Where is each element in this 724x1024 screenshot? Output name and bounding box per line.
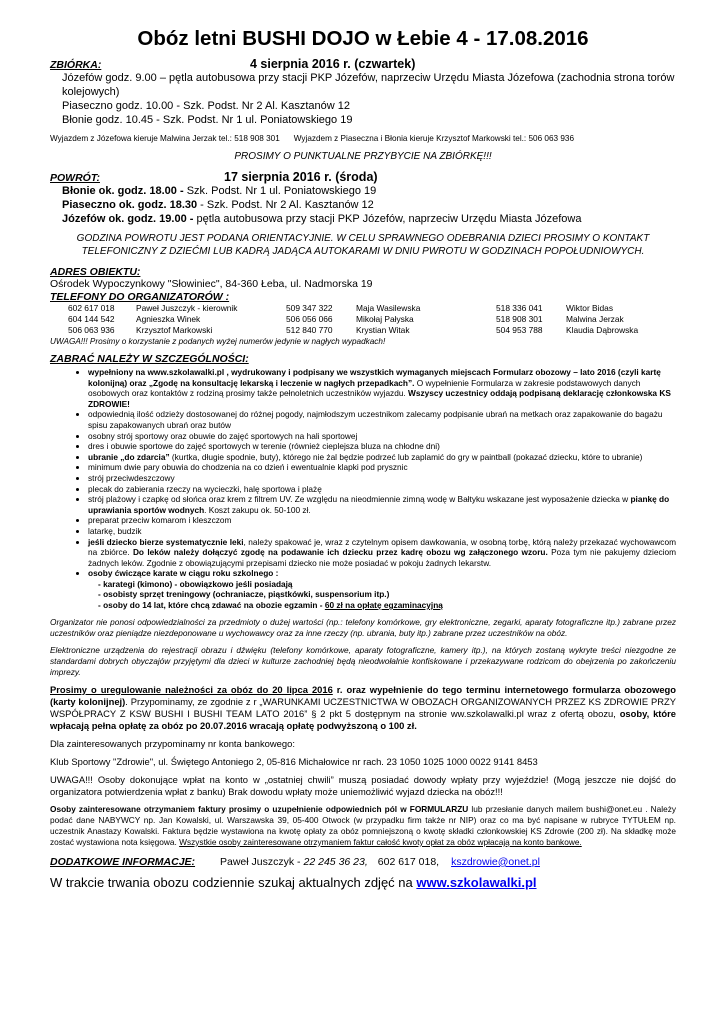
contact-name: Krzysztof Markowski xyxy=(136,325,213,335)
powrot-note: GODZINA POWROTU JEST PODANA ORIENTACYJNIE. W CELU SPRAWNEGO ODEBRANIA DZIECI PROSIMY O KONTAKT TELEFONICZNY Z DZIEĆMI LUB KADRĄ JADĄCA AUTOKARAMI W DNIU PWROTU W GODZINACH POPOŁUDNIOWYCH. xyxy=(76,233,650,257)
final-line xyxy=(50,875,676,891)
item-leki-rest: Poza tym nie pakujemy dzieciom żadnych leków. Zgodnie z obowiązującymi przepisami dziecko nie może posiadać w pokoju żadnych lekarstw. xyxy=(88,547,677,568)
telefony-warning: UWAGA!!! Prosimy o korzystanie z podanych wyżej numerów jedynie w nagłych wypadkach! xyxy=(50,337,386,346)
dodatkowe-phone-2: 602 617 018, xyxy=(377,855,440,868)
payment-late-fee: osoby, które wpłacają pełna opłatę za obóz po 20.07.2016 wracają opłatę podwyższoną o 100 zł. xyxy=(50,707,677,731)
email-link[interactable]: kszdrowie@onet.pl xyxy=(451,855,540,868)
contacts-row xyxy=(68,314,638,325)
powrot-line-2-bold: Piaseczno ok. godz. 18.30 xyxy=(62,199,198,211)
dodatkowe-row xyxy=(50,856,676,869)
dodatkowe-phone-1: 22 245 36 23, xyxy=(303,855,368,868)
zbiorka-label: ZBIÓRKA: xyxy=(50,59,102,71)
powrot-line-2-rest: - Szk. Podst. Nr 2 Al. Kasztanów 12 xyxy=(197,199,374,211)
payment-rules: . Przypominamy, ze zgodnie z r „WARUNKAMI UCZESTNICTWA W OBOZACH ORGANIZOWANYCH PRZEZ KS ZDROWIE PRZY WSPÓŁPRACY Z KSW BUSHI I BUSHI TEAM LATO 2016” § 2 pkt 5 dostępnym na stronie ww.szkolawalki.pl wraz z ofertą obozu, xyxy=(50,695,676,719)
powrot-date: 17 sierpnia 2016 r. (środa) xyxy=(224,170,378,184)
payment-deadline: Prosimy o uregulowanie należności za obóz do 20 lipca 2016 xyxy=(50,683,333,695)
powrot-line-3-bold: Józefów ok. godz. 19.00 - xyxy=(62,213,194,225)
contacts-row xyxy=(68,303,638,314)
contact-phone: 509 347 322 xyxy=(286,303,333,313)
item-leki-text: , należy spakować je, wraz z czytelnym opisem dawkowania, w osobną torbę, którą należy przekazać wychowawcom na zbiórce. xyxy=(88,536,676,558)
karate-sub-2: - osobisty sprzęt treningowy (ochraniacze, piąstkówki, suspensorium itp.) xyxy=(98,589,390,600)
powrot-line-1-bold: Błonie ok. godz. 18.00 - xyxy=(62,185,184,197)
zbiorka-guides xyxy=(50,133,676,144)
contacts-table xyxy=(68,303,638,336)
invoice-text: lub przesłanie danych mailem bushi@onet.eu . Należy podać dane NABYWCY np. Jan Kowalski, ul. Warszawska 39, 05-400 Otwock (w przypadku firm także nr NIP) oraz co ma być napisane w rubryce TYTUŁEM np. uczestnik Anastazy Kowalski. Faktura będzie wystawiona na kwotę opłaty za obóz pomniejszoną o kwotę składki członkowskiej KS Zdrowie (200 zł). Na składkę może zostać wystawiona nota księgowa. xyxy=(50,803,676,847)
dodatkowe-person: Paweł Juszczyk - xyxy=(220,855,301,868)
disclaimer-devices: Elektroniczne urządzenia do rejestracji obrazu i dźwięku (telefony komórkowe, aparaty fotograficzne, kamery itp.), na których zostaną wykryte treści niezgodne ze standardami dobrych obyczajów przyjętymi dla dzieci w kulturze zachodniej będą nieodwołalnie konfiskowane i przekazywane rodzicom do obejrzenia po zakończeniu imprezy. xyxy=(50,644,676,677)
contact-name: Krystian Witak xyxy=(356,325,410,335)
zbiorka-header xyxy=(50,58,676,71)
list-item: • latarkę, budzik xyxy=(88,526,676,537)
adres-label: ADRES OBIEKTU: xyxy=(50,266,141,278)
guide-jozefow: Wyjazdem z Józefowa kieruje Malwina Jerzak tel.: 518 908 301 xyxy=(50,134,280,143)
list-item xyxy=(88,537,676,569)
final-text: W trakcie trwania obozu codziennie szukaj aktualnych zdjęć na xyxy=(50,874,417,890)
telefony-label: TELEFONY DO ORGANIZATORÓW : xyxy=(50,291,230,303)
powrot-line-3 xyxy=(62,212,676,226)
website-link[interactable]: www.szkolawalki.pl xyxy=(416,874,537,890)
zbiorka-line-1: Józefów godz. 9.00 – pętla autobusowa przy stacji PKP Józefów, naprzeciw Urzędu Miasta Józefowa (zachodnia strona torów kolejowych) xyxy=(62,72,675,98)
contact-phone: 504 953 788 xyxy=(496,325,543,335)
contact-name: Agnieszka Winek xyxy=(136,314,201,324)
contact-name: Maja Wasilewska xyxy=(356,303,421,313)
zbiorka-date: 4 sierpnia 2016 r. (czwartek) xyxy=(250,57,416,71)
contact-phone: 506 056 066 xyxy=(286,314,333,324)
karate-sub-3 xyxy=(98,600,676,611)
zabrac-section xyxy=(50,353,676,611)
page-title: Obóz letni BUSHI DOJO w Łebie 4 - 17.08.2016 xyxy=(137,27,589,50)
adres-value: Ośrodek Wypoczynkowy "Słowiniec", 84-360 Łeba, ul. Nadmorska 19 xyxy=(50,278,373,290)
powrot-line-2 xyxy=(62,198,676,212)
list-item: • preparat przeciw komarom i kleszczom xyxy=(88,515,676,526)
list-item: • odpowiednią ilość odzieży dostosowanej do różnej pogody, najmłodszym uczestnikom zalecamy podpisanie ubrań na metkach oraz zapakowanie do bagażu spisu zapakowanych ubrań oraz butów xyxy=(88,409,676,430)
contact-name: Malwina Jerzak xyxy=(566,314,624,324)
zbiorka-line-3: Błonie godz. 10.45 - Szk. Podst. Nr 1 ul. Poniatowskiego 19 xyxy=(62,114,353,126)
powrot-line-1 xyxy=(62,184,676,198)
payment-paragraph xyxy=(50,684,676,732)
list-item xyxy=(88,452,676,463)
item-stroj-cost: . Koszt zakupu ok. 50-100 zł. xyxy=(204,504,311,515)
item-formularz-deklaracja: Wszyscy uczestnicy oddają podpisaną deklarację członkowska KS ZDROWIE! xyxy=(88,388,671,409)
adres-section xyxy=(50,266,676,291)
telefony-section xyxy=(50,291,676,347)
bank-account: Klub Sportowy "Zdrowie", ul. Świętego Antoniego 2, 05-816 Michałowice nr rach. 23 1050 1025 1000 0022 9141 8453 xyxy=(50,755,538,767)
dodatkowe-label: DODATKOWE INFORMACJE: xyxy=(50,855,196,868)
item-stroj-text: strój plażowy i czapkę od słońca oraz krem z filtrem UV. Ze względu na nieodmiennie zimną wodę w Bałtyku wskazane jest wyposażenie dziecka w xyxy=(88,494,631,505)
karate-exam-fee: 60 zł na opłatę egzaminacyjną xyxy=(324,600,443,611)
contact-name: Paweł Juszczyk - kierownik xyxy=(136,303,238,313)
punctual-note: PROSIMY O PUNKTUALNE PRZYBYCIE NA ZBIÓRKĘ!!! xyxy=(234,151,492,162)
contact-name: Klaudia Dąbrowska xyxy=(566,325,639,335)
guide-piaseczno: Wyjazdem z Piaseczna i Błonia kieruje Krzysztof Markowski tel.: 506 063 936 xyxy=(293,134,574,143)
contact-phone: 506 063 936 xyxy=(68,325,115,335)
item-leki-zgoda: Do leków należy dołączyć zgodę na podawanie ich dziecku przez kadrę obozu wg załączonego wzoru. xyxy=(132,547,548,558)
bank-intro: Dla zainteresowanych przypominamy nr konta bankowego: xyxy=(50,737,295,749)
payment-form: r. oraz wypełnienie do tego terminu internetowego formularza obozowego (karty kolonijnej) xyxy=(50,683,676,707)
list-item: • minimum dwie pary obuwia do chodzenia na co dzień i ewentualnie klapki pod prysznic xyxy=(88,462,676,473)
list-item: • osobny strój sportowy oraz obuwie do zajęć sportowych na hali sportowej xyxy=(88,431,676,442)
item-formularz-bold: wypełniony na www.szkolawalki.pl , wydrukowany i podpisany we wszystkich wymaganych miejscach Formularz obozowy – lato 2016 (czyli kartę kolonijną) oraz „Zgodę na konsultację lekarską i leczenie w nagłych przepadkach”. xyxy=(88,367,661,388)
contacts-row xyxy=(68,325,638,336)
contact-phone: 604 144 542 xyxy=(68,314,115,324)
item-leki-bold: jeśli dziecko bierze systematycznie leki xyxy=(88,536,244,547)
zabrac-label: ZABRAĆ NALEŻY W SZCZEGÓLNOŚCI: xyxy=(50,353,249,365)
list-item: • plecak do zabierania rzeczy na wycieczki, halę sportowa i plażę xyxy=(88,484,676,495)
list-item xyxy=(88,494,676,515)
contact-name: Mikołaj Pałyska xyxy=(356,314,414,324)
contact-phone: 518 908 301 xyxy=(496,314,543,324)
list-item: • osoby ćwiczące karate w ciągu roku szkolnego : xyxy=(88,568,676,579)
powrot-line-3-rest: pętla autobusowa przy stacji PKP Józefów, naprzeciw Urzędu Miasta Józefowa xyxy=(193,213,582,225)
contact-phone: 602 617 018 xyxy=(68,303,115,313)
karate-exam-text: - osoby do 14 lat, które chcą zdawać na obozie egzamin - xyxy=(98,600,325,611)
contact-phone: 512 840 770 xyxy=(286,325,333,335)
list-item xyxy=(88,367,676,409)
list-item: • dres i obuwie sportowe do zajęć sportowych w terenie (również cieplejsza bluza na chłodne dni) xyxy=(88,441,676,452)
item-formularz-text: O wypełnienie Formularza w zakresie podstawowych danych osobowych oraz kontaktów z rodziną prosimy także pełnoletnich uczestników wyjazdu. xyxy=(88,377,641,399)
invoice-underlined: Wszystkie osoby zainteresowane otrzymaniem faktur całość kwoty opłat za obóz wpłacają na konto bankowe. xyxy=(179,836,582,847)
disclaimer-valuables: Organizator nie ponosi odpowiedzialności za przedmioty o dużej wartości (np.: telefony komórkowe, gry elektroniczne, zegarki, aparaty fotograficzne itp.) zabrane przez uczestników oraz pieniądze niezdeponowane u wychowawcy oraz za inne rzeczy (np. ubrania, buty itp.) zabrane przez uczestników na obóz. xyxy=(50,616,676,638)
list-item: • strój przeciwdeszczowy xyxy=(88,473,676,484)
item-ubranie-bold: ubranie „do zdarcia” xyxy=(88,451,170,462)
packing-list xyxy=(50,367,676,579)
invoice-bold: Osoby zainteresowane otrzymaniem faktury prosimy o uzupełnienie odpowiednich pól w FORMULARZU xyxy=(50,803,469,814)
contact-name: Wiktor Bidas xyxy=(566,303,614,313)
invoice-paragraph xyxy=(50,804,676,848)
powrot-label: POWRÓT: xyxy=(50,172,100,184)
item-ubranie-text: (kurtka, długie spodnie, buty), którego nie żal będzie podrzeć lub zaplamić do gry w paintball (pokazać dziecku, które to ubranie) xyxy=(169,451,643,462)
payment-warning: UWAGA!!! Osoby dokonujące wpłat na konto w „ostatniej chwili” muszą posiadać dowody wpłaty przy wyjeździe! (Mogą jeszcze nie dojść do organizatora potwierdzenia wpłat z banku) Brak dowodu wpłaty może uniemożliwić wyjazd dziecka na obóz!!! xyxy=(50,773,676,797)
zbiorka-line-2: Piaseczno godz. 10.00 - Szk. Podst. Nr 2 Al. Kasztanów 12 xyxy=(62,100,350,112)
contact-phone: 518 336 041 xyxy=(496,303,543,313)
karate-sub-1: - karategi (kimono) - obowiązkowo jeśli posiadają xyxy=(98,578,293,589)
powrot-header xyxy=(50,171,676,184)
item-stroj-bold: piankę do uprawiania sportów wodnych xyxy=(88,494,670,515)
powrot-line-1-rest: Szk. Podst. Nr 1 ul. Poniatowskiego 19 xyxy=(183,185,377,197)
